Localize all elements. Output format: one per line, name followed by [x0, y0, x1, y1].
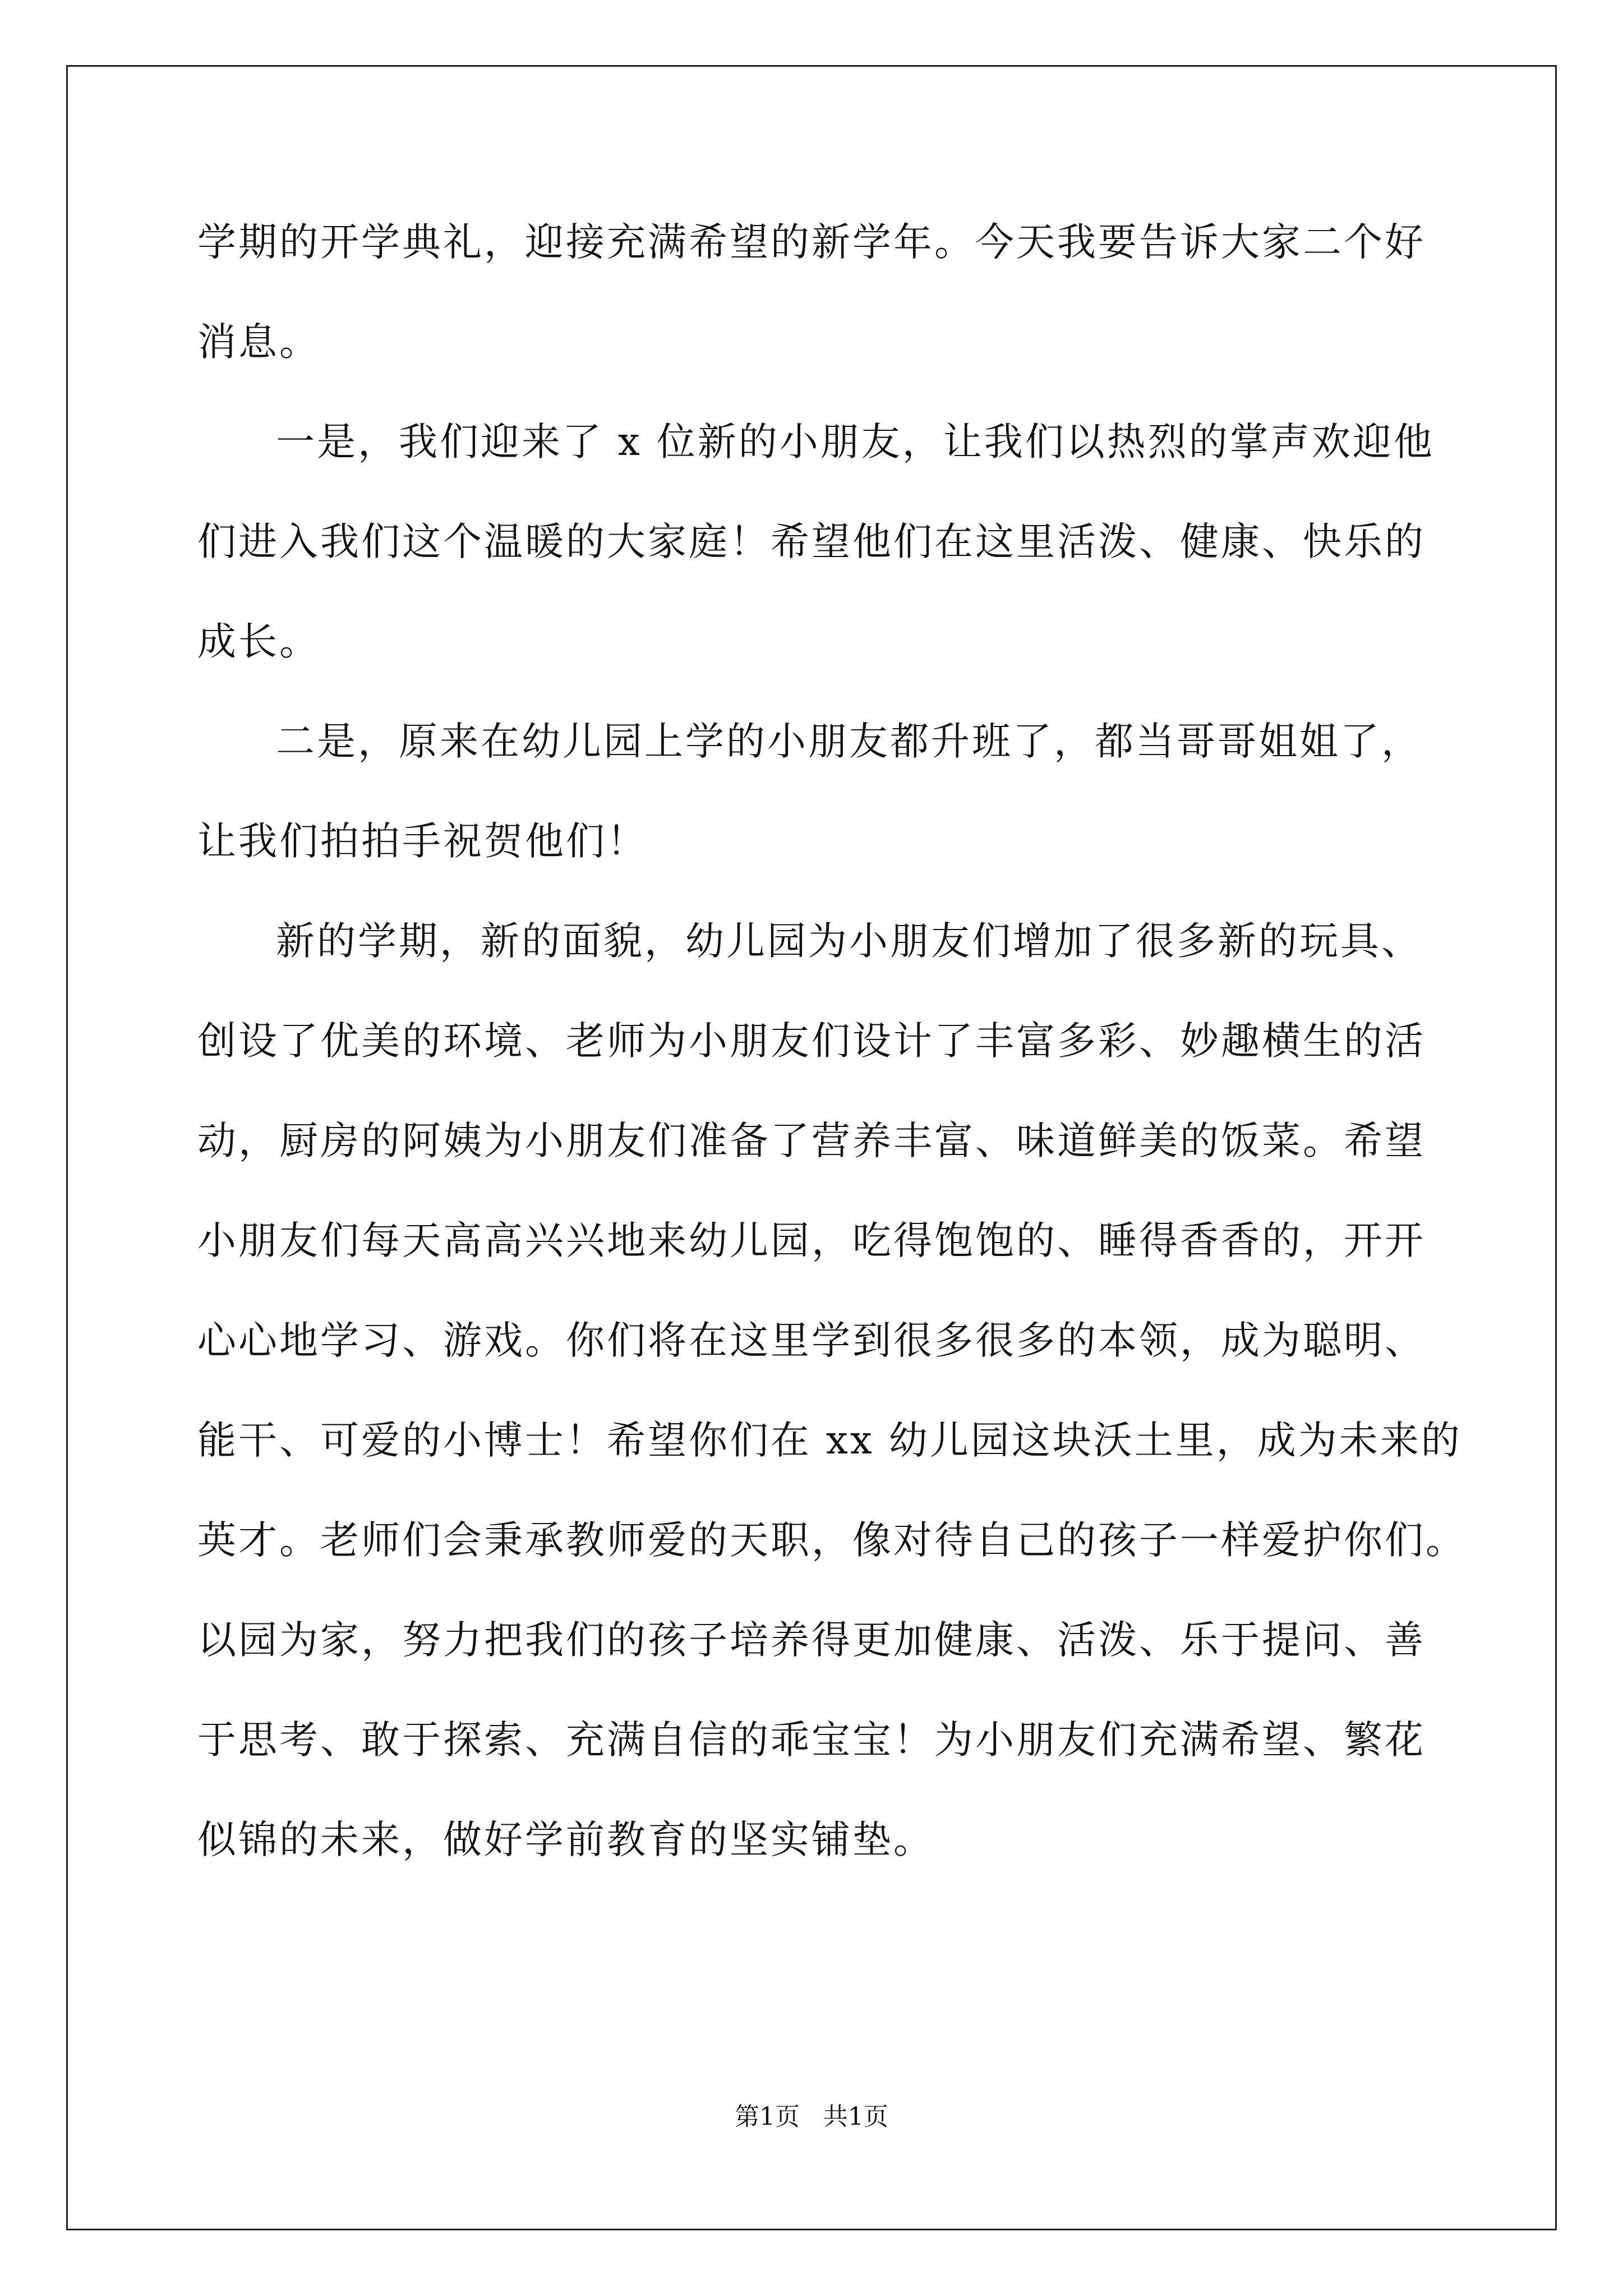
text-line: 创设了优美的环境、老师为小朋友们设计了丰富多彩、妙趣横生的活 — [197, 1019, 1426, 1064]
paragraph-start-line: 二是，原来在幼儿园上学的小朋友都升班了，都当哥哥姐姐了， — [276, 719, 1422, 764]
text-line: 让我们拍拍手祝贺他们！ — [197, 819, 648, 864]
paragraph-start-line: 一是，我们迎来了 x 位新的小朋友，让我们以热烈的掌声欢迎他 — [276, 420, 1435, 464]
text-line: 英才。老师们会秉承教师爱的天职，像对待自己的孩子一样爱护你们。 — [197, 1518, 1467, 1563]
text-line: 消息。 — [197, 320, 320, 365]
text-line: 于思考、敢于探索、充满自信的乖宝宝！为小朋友们充满希望、繁花 — [197, 1718, 1426, 1763]
text-line: 似锦的未来，做好学前教育的坚实铺垫。 — [197, 1818, 934, 1862]
text-line: 以园为家，努力把我们的孩子培养得更加健康、活泼、乐于提问、善 — [197, 1618, 1426, 1663]
text-line: 动，厨房的阿姨为小朋友们准备了营养丰富、味道鲜美的饭菜。希望 — [197, 1119, 1426, 1163]
paragraph-start-line: 新的学期，新的面貌，幼儿园为小朋友们增加了很多新的玩具、 — [276, 919, 1422, 964]
page-number-footer: 第1页 共1页 — [735, 2102, 888, 2131]
text-line: 心心地学习、游戏。你们将在这里学到很多很多的本领，成为聪明、 — [197, 1318, 1426, 1363]
text-line: 成长。 — [197, 619, 320, 664]
text-line: 小朋友们每天高高兴兴地来幼儿园，吃得饱饱的、睡得香香的，开开 — [197, 1218, 1426, 1263]
text-line: 学期的开学典礼，迎接充满希望的新学年。今天我要告诉大家二个好 — [197, 220, 1426, 265]
text-line: 能干、可爱的小博士！希望你们在 xx 幼儿园这块沃土里，成为未来的 — [197, 1418, 1462, 1463]
text-line: 们进入我们这个温暖的大家庭！希望他们在这里活泼、健康、快乐的 — [197, 519, 1426, 564]
